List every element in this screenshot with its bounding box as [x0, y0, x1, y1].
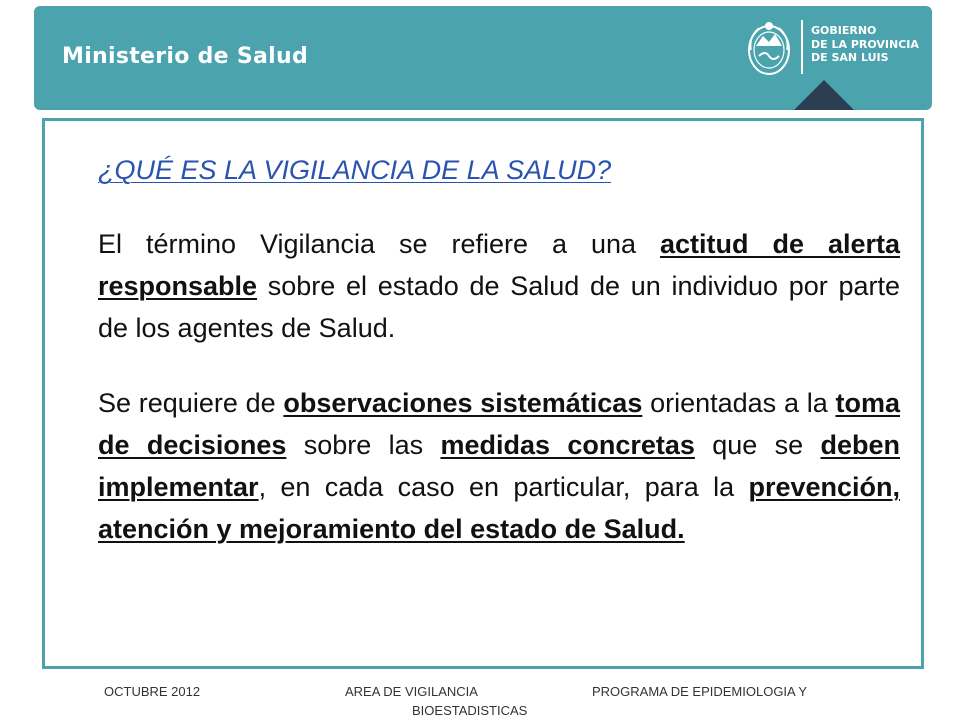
provincial-seal-icon: [745, 16, 793, 80]
dark-triangle-icon: [794, 76, 854, 110]
para1-bold-1: actitud de alerta responsable: [98, 229, 900, 301]
footer-program: PROGRAMA DE EPIDEMIOLOGIA Y: [592, 684, 808, 699]
government-line-1: GOBIERNO: [811, 24, 877, 37]
para2-bold-1: observaciones sistemáticas: [283, 388, 643, 418]
para2-text-4: que se: [694, 430, 821, 460]
government-line-3: DE SAN LUIS: [811, 51, 889, 64]
para2-text-1: Se requiere de: [98, 388, 284, 418]
government-line-2: DE LA PROVINCIA: [811, 37, 919, 51]
footer: [0, 682, 960, 720]
para1-text-2: sobre el estado de Salud de un individuo por parte de los agentes de Salud.: [98, 271, 900, 343]
footer-date: OCTUBRE 2012: [104, 684, 201, 699]
footer-area-line-2: BIOESTADISTICAS: [412, 703, 528, 718]
government-name: [811, 24, 919, 65]
slide-title: ¿QUÉ ES LA VIGILANCIA DE LA SALUD?: [98, 155, 612, 185]
paragraph-definition: [98, 223, 900, 349]
para1-text-1: El término Vigilancia se refiere a una: [98, 229, 660, 259]
footer-area-line-1: AREA DE VIGILANCIA: [345, 684, 478, 699]
para2-text-3: sobre las: [286, 430, 441, 460]
ministry-name: Ministerio de Salud: [62, 44, 309, 69]
para2-bold-3: medidas concretas: [440, 430, 695, 460]
header-banner: [34, 6, 932, 110]
para2-bold-4: deben implementar: [98, 430, 901, 502]
para2-bold-5: prevención, atención y mejoramiento del estado de Salud.: [98, 472, 900, 544]
header-divider: [801, 20, 803, 74]
para2-text-2: orientadas a la: [642, 388, 836, 418]
paragraph-requirements: [98, 382, 900, 550]
para2-text-5: , en cada caso en particular, para la: [258, 472, 749, 502]
para2-bold-2: toma de decisiones: [98, 388, 900, 460]
slide-content: [98, 150, 900, 583]
